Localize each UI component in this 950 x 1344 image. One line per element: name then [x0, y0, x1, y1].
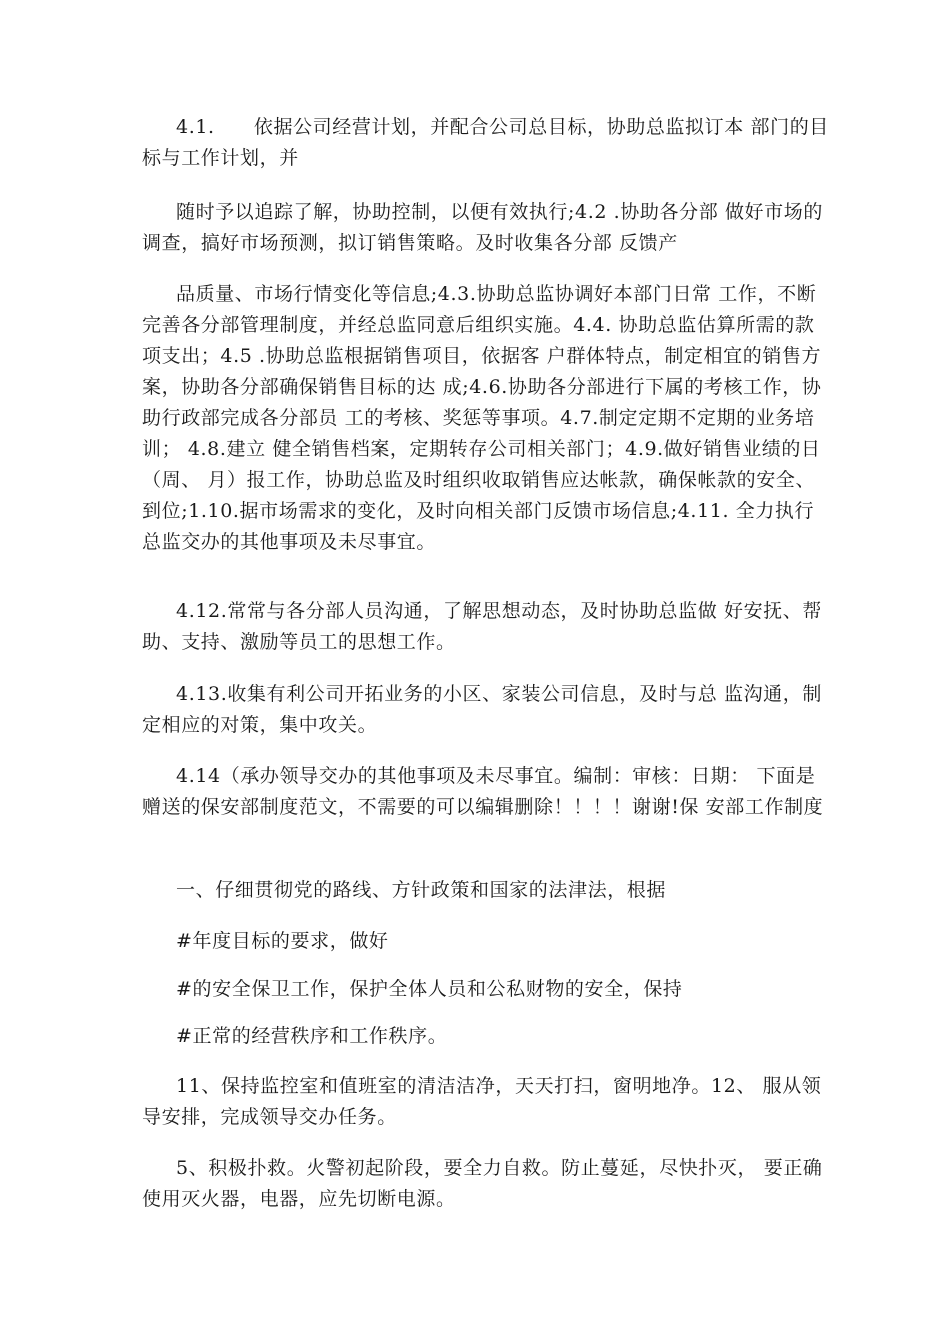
paragraph-4-14: 4.14（承办领导交办的其他事项及未尽事宜。编制：审核：日期： 下面是赠送的保安部制度范文，不需要的可以编辑删除！！！！谢谢!保 安部工作制度: [142, 765, 824, 818]
paragraph-security-order: #正常的经营秩序和工作秩序。: [176, 1025, 448, 1047]
paragraph-4-1-continued: 随时予以追踪了解，协助控制，以便有效执行;4.2 .协助各分部 做好市场的调查，搞好市场预测，拟订销售策略。及时收集各分部 反馈产: [142, 201, 823, 254]
paragraph-4-12: 4.12.常常与各分部人员沟通，了解思想动态，及时协助总监做 好安抚、帮助、支持、激励等员工的思想工作。: [142, 600, 822, 653]
paragraph-security-protect: #的安全保卫工作，保护全体人员和公私财物的安全，保持: [176, 978, 683, 1000]
paragraph-security-11-12: 11、保持监控室和值班室的清洁洁净，天天打扫，窗明地净。12、 服从领导安排，完成领导交办任务。: [142, 1075, 822, 1128]
paragraph-4-1: 4.1. 依据公司经营计划，并配合公司总目标，协助总监拟订本 部门的目标与工作计划，并: [142, 116, 829, 169]
paragraph-security-goal: #年度目标的要求，做好: [176, 930, 389, 952]
paragraph-4-13: 4.13.收集有利公司开拓业务的小区、家装公司信息，及时与总 监沟通，制定相应的对策，集中攻关。: [142, 683, 822, 736]
paragraph-4-3-to-4-11: 品质量、市场行情变化等信息;4.3.协助总监协调好本部门日常 工作，不断完善各分部管理制度，并经总监同意后组织实施。4.4. 协助总监估算所需的款项支出；4.5 .协助总监根据销售项目，依据客 户群体特点，制定相宜的销售方案，协助各分部确保销售目标的达 成;4.6.协助各分部进行下属的考核工作，协助行政部完成各分部员 工的考核、奖惩等事项。4.7.制定定期不定期的业务培训； 4.8.建立 健全销售档案，定期转存公司相关部门；4.9.做好销售业绩的日（周、 月）报工作，协助总监及时组织收取销售应达帐款，确保帐款的安全、 到位;1.10.据市场需求的变化，及时向相关部门反馈市场信息;4.11. 全力执行总监交办的其他事项及未尽事宜。: [142, 283, 822, 553]
paragraph-security-1: 一、仔细贯彻党的路线、方针政策和国家的法津法，根据: [176, 879, 667, 901]
paragraph-fire-5: 5、积极扑救。火警初起阶段，要全力自救。防止蔓延，尽快扑灭， 要正确使用灭火器，电器，应先切断电源。: [142, 1157, 823, 1210]
